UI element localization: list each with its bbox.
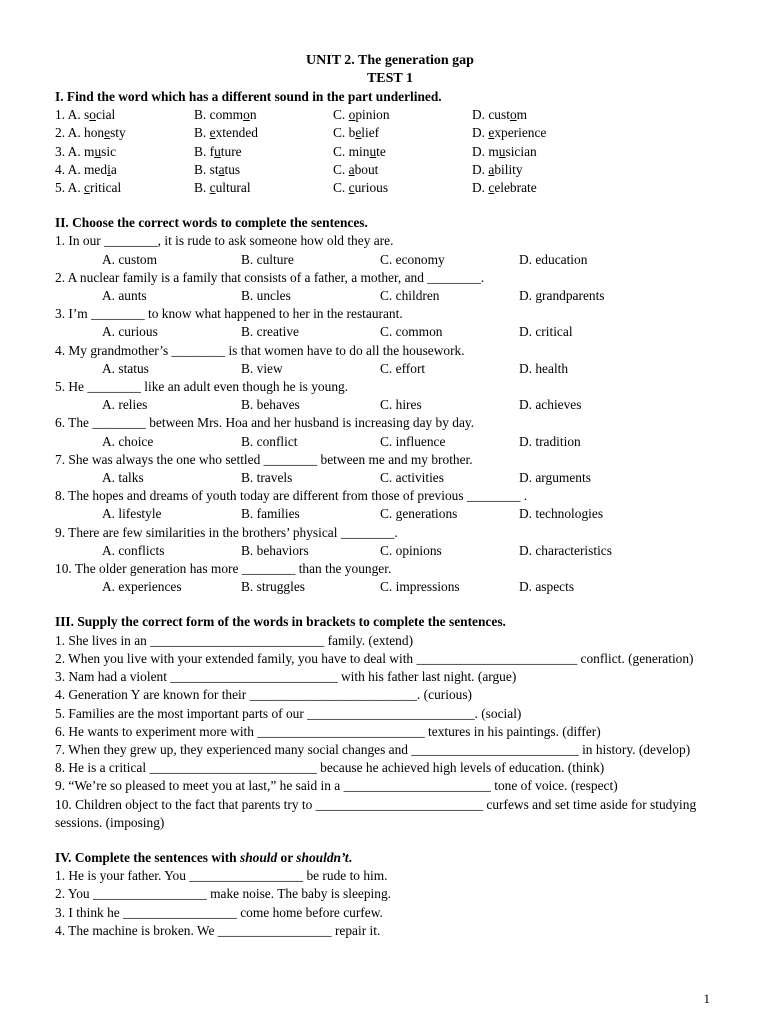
- word-form-item: 1. She lives in an __________________________ family. (extend): [55, 632, 414, 648]
- answer-option: B. culture: [241, 251, 294, 267]
- question-text: 7. She was always the one who settled ________ between me and my brother.: [55, 451, 473, 467]
- answer-options: [55, 287, 715, 305]
- section-3-lines: [55, 632, 715, 832]
- should-item: 3. I think he _________________ come home before curfew.: [55, 904, 383, 920]
- answer-option: C. influence: [380, 433, 446, 449]
- pronunciation-option: D. ability: [472, 161, 523, 177]
- section-4-heading: IV. Complete the sentences with should or shouldn’t.: [55, 849, 353, 865]
- answer-option: A. status: [102, 360, 149, 376]
- pronunciation-option: 2. A. honesty: [55, 125, 126, 141]
- word-form-item: 10. Children object to the fact that parents try to _________________________ curfews and set time aside for studying sessions. (imposing): [55, 796, 697, 830]
- answer-option: B. view: [241, 360, 283, 376]
- pronunciation-row: [55, 106, 715, 124]
- answer-options: [55, 542, 715, 560]
- answer-option: B. behaves: [241, 397, 300, 413]
- answer-option: A. experiences: [102, 579, 182, 595]
- question-text: 10. The older generation has more ________ than the younger.: [55, 561, 392, 577]
- should-item: 2. You _________________ make noise. The baby is sleeping.: [55, 886, 391, 902]
- answer-option: D. achieves: [519, 397, 582, 413]
- underlined-letter: a: [348, 161, 355, 177]
- pronunciation-option: B. cultural: [194, 180, 251, 196]
- answer-option: A. choice: [102, 433, 154, 449]
- section-4-lines: [55, 867, 715, 940]
- pronunciation-row: [55, 161, 715, 179]
- word-form-item: 8. He is a critical _________________________ because he achieved high levels of education. (think): [55, 760, 605, 776]
- section-3-heading: III. Supply the correct form of the words in brackets to complete the sentences.: [55, 614, 506, 630]
- should-item: 4. The machine is broken. We _________________ repair it.: [55, 922, 381, 938]
- pronunciation-option: 5. A. critical: [55, 180, 122, 196]
- answer-option: D. tradition: [519, 433, 581, 449]
- underlined-letter: o: [348, 107, 356, 123]
- question-text: 2. A nuclear family is a family that consists of a father, a mother, and ________.: [55, 269, 485, 285]
- word-form-item: 6. He wants to experiment more with _________________________ textures in his paintings. (differ): [55, 723, 601, 739]
- underlined-letter: c: [84, 180, 90, 196]
- underlined-letter: u: [214, 143, 221, 159]
- pronunciation-option: 4. A. media: [55, 161, 117, 177]
- underlined-letter: o: [89, 107, 96, 123]
- should-item: 1. He is your father. You _________________ be rude to him.: [55, 868, 388, 884]
- word-form-item: 7. When they grew up, they experienced many social changes and _________________________ in history. (develop): [55, 741, 691, 757]
- pronunciation-option: C. minute: [333, 143, 386, 159]
- word-form-item: 3. Nam had a violent _________________________ with his father last night. (argue): [55, 669, 517, 685]
- underlined-letter: a: [488, 161, 495, 177]
- answer-option: D. characteristics: [519, 542, 612, 558]
- answer-option: B. travels: [241, 470, 293, 486]
- answer-option: C. common: [380, 324, 443, 340]
- answer-option: C. generations: [380, 506, 458, 522]
- underlined-letter: a: [218, 161, 225, 177]
- pronunciation-option: B. status: [194, 161, 241, 177]
- pronunciation-option: C. opinion: [333, 107, 390, 123]
- underlined-letter: e: [488, 125, 495, 141]
- answer-option: A. lifestyle: [102, 506, 162, 522]
- answer-option: C. effort: [380, 360, 426, 376]
- pronunciation-option: C. about: [333, 161, 379, 177]
- word-form-item: 5. Families are the most important parts of our _________________________. (social): [55, 705, 522, 721]
- answer-option: C. hires: [380, 397, 422, 413]
- answer-option: A. relies: [102, 397, 148, 413]
- pronunciation-option: D. custom: [472, 107, 528, 123]
- word-form-item: 2. When you live with your extended family, you have to deal with ________________________ conflict. (generation): [55, 650, 694, 666]
- question-text: 8. The hopes and dreams of youth today are different from those of previous ________ .: [55, 488, 528, 504]
- answer-options: [55, 578, 715, 596]
- section-1-rows: [55, 106, 715, 197]
- pronunciation-row: [55, 143, 715, 161]
- answer-options: [55, 505, 715, 523]
- answer-option: A. custom: [102, 251, 158, 267]
- answer-option: A. conflicts: [102, 542, 165, 558]
- page-number: 1: [703, 991, 710, 1006]
- pronunciation-option: D. musician: [472, 143, 537, 159]
- answer-option: C. economy: [380, 251, 445, 267]
- answer-option: B. conflict: [241, 433, 298, 449]
- question-text: 4. My grandmother’s ________ is that women have to do all the housework.: [55, 342, 465, 358]
- underlined-letter: c: [209, 180, 216, 196]
- word-form-item: 4. Generation Y are known for their _________________________. (curious): [55, 687, 473, 703]
- answer-options: [55, 396, 715, 414]
- answer-option: D. health: [519, 360, 569, 376]
- underlined-letter: u: [369, 143, 377, 159]
- answer-option: C. activities: [380, 470, 444, 486]
- worksheet-content: [55, 52, 715, 940]
- answer-option: A. curious: [102, 324, 158, 340]
- underlined-letter: e: [209, 125, 216, 141]
- underlined-letter: u: [94, 143, 102, 159]
- pronunciation-option: C. belief: [333, 125, 380, 141]
- answer-option: D. technologies: [519, 506, 604, 522]
- underlined-letter: e: [355, 125, 362, 141]
- section-2-items: [55, 232, 715, 596]
- underlined-letter: o: [509, 107, 517, 123]
- answer-option: B. struggles: [241, 579, 305, 595]
- question-text: 1. In our ________, it is rude to ask someone how old they are.: [55, 233, 394, 249]
- pronunciation-option: B. common: [194, 107, 257, 123]
- pronunciation-option: B. future: [194, 143, 242, 159]
- pronunciation-option: B. extended: [194, 125, 258, 141]
- answer-option: C. impressions: [380, 579, 460, 595]
- question-text: 5. He ________ like an adult even though he is young.: [55, 379, 349, 395]
- answer-option: B. behaviors: [241, 542, 309, 558]
- answer-option: A. aunts: [102, 288, 147, 304]
- pronunciation-option: D. experience: [472, 125, 547, 141]
- answer-option: B. families: [241, 506, 300, 522]
- answer-option: D. aspects: [519, 579, 575, 595]
- pronunciation-option: 1. A. social: [55, 107, 116, 123]
- answer-options: [55, 323, 715, 341]
- pronunciation-option: C. curious: [333, 180, 389, 196]
- underlined-letter: u: [498, 143, 506, 159]
- underlined-letter: i: [107, 161, 111, 177]
- word-form-item: 9. “We’re so pleased to meet you at last,” he said in a ______________________ tone of voice. (respect): [55, 778, 618, 794]
- underlined-letter: c: [348, 180, 355, 196]
- underlined-letter: e: [104, 125, 111, 141]
- pronunciation-row: [55, 179, 715, 197]
- question-text: 3. I’m ________ to know what happened to her in the restaurant.: [55, 306, 403, 322]
- answer-option: B. creative: [241, 324, 299, 340]
- section-2-heading: II. Choose the correct words to complete the sentences.: [55, 215, 368, 231]
- answer-option: C. children: [380, 288, 440, 304]
- shouldnt-emphasis: shouldn’t: [296, 849, 349, 865]
- underlined-letter: c: [488, 180, 495, 196]
- answer-options: [55, 360, 715, 378]
- pronunciation-option: 3. A. music: [55, 143, 117, 159]
- answer-option: D. critical: [519, 324, 573, 340]
- answer-options: [55, 251, 715, 269]
- answer-option: D. grandparents: [519, 288, 605, 304]
- pronunciation-option: D. celebrate: [472, 180, 537, 196]
- answer-options: [55, 433, 715, 451]
- test-title: TEST 1: [366, 71, 414, 86]
- answer-option: D. arguments: [519, 470, 591, 486]
- answer-options: [55, 469, 715, 487]
- question-text: 9. There are few similarities in the brothers’ physical ________.: [55, 524, 398, 540]
- unit-title: UNIT 2. The generation gap: [306, 53, 474, 68]
- pronunciation-row: [55, 124, 715, 142]
- section-1-heading: I. Find the word which has a different sound in the part underlined.: [55, 89, 442, 104]
- should-emphasis: should: [239, 849, 278, 865]
- answer-option: D. education: [519, 251, 588, 267]
- answer-option: A. talks: [102, 470, 144, 486]
- underlined-letter: o: [243, 107, 250, 123]
- answer-option: B. uncles: [241, 288, 291, 304]
- answer-option: C. opinions: [380, 542, 442, 558]
- question-text: 6. The ________ between Mrs. Hoa and her husband is increasing day by day.: [55, 415, 475, 431]
